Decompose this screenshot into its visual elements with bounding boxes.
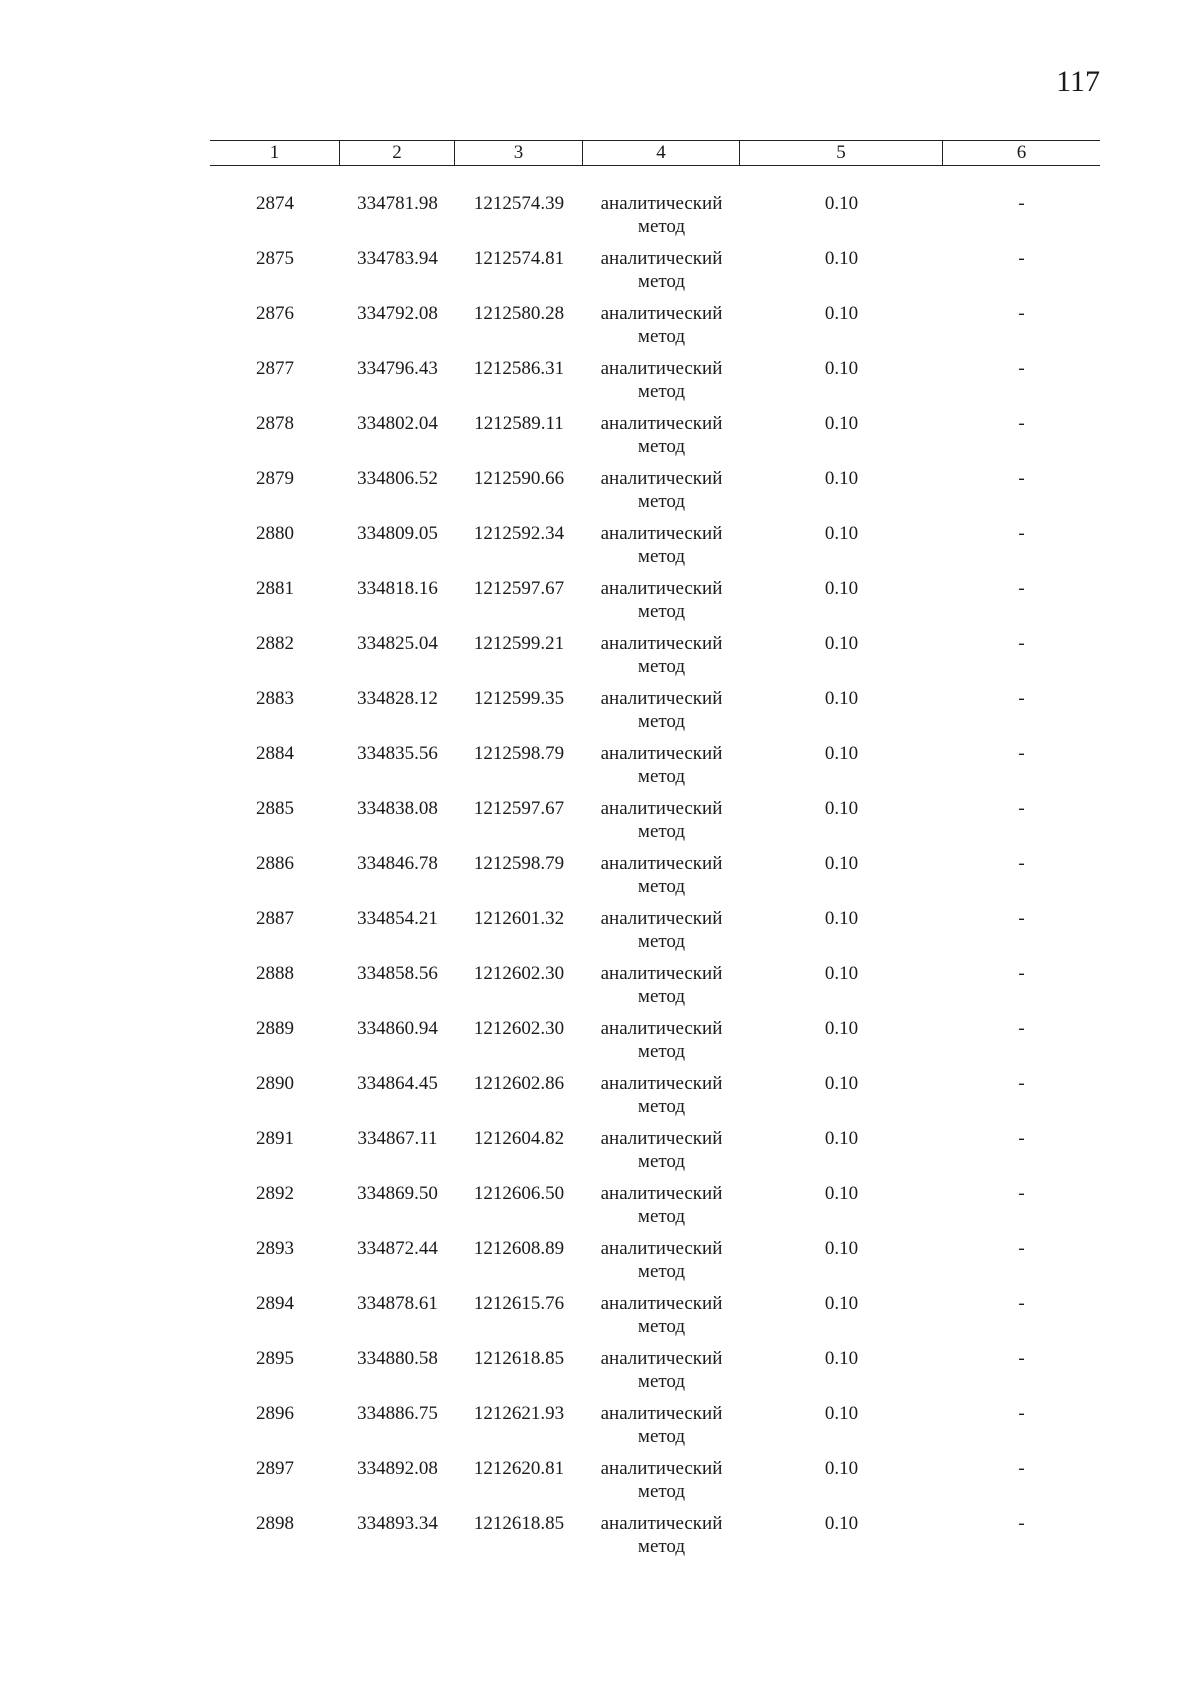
method-line-1: аналитический bbox=[600, 1018, 723, 1039]
note: - bbox=[1018, 963, 1025, 984]
method-line-2: метод bbox=[637, 931, 686, 952]
table-row bbox=[210, 1017, 1100, 1072]
accuracy: 0.10 bbox=[824, 193, 859, 214]
note: - bbox=[1018, 1293, 1025, 1314]
method-cell bbox=[583, 687, 740, 742]
coord-y: 1212599.21 bbox=[473, 633, 565, 654]
coord-y: 1212615.76 bbox=[473, 1293, 565, 1314]
method-line-2: метод bbox=[637, 436, 686, 457]
method-line-2: метод bbox=[637, 271, 686, 292]
note: - bbox=[1018, 1238, 1025, 1259]
method-line-1: аналитический bbox=[600, 1128, 723, 1149]
point-number: 2890 bbox=[256, 1073, 294, 1094]
table-row bbox=[210, 797, 1100, 852]
method-line-1: аналитический bbox=[600, 1458, 723, 1479]
page-number: 117 bbox=[1056, 65, 1100, 98]
point-number: 2881 bbox=[256, 578, 294, 599]
coord-y: 1212597.67 bbox=[473, 578, 565, 599]
coord-x: 334781.98 bbox=[357, 193, 438, 214]
method-cell bbox=[583, 1457, 740, 1512]
accuracy: 0.10 bbox=[824, 1348, 859, 1369]
method-line-1: аналитический bbox=[600, 193, 723, 214]
coord-y: 1212598.79 bbox=[473, 743, 565, 764]
coord-x: 334838.08 bbox=[357, 798, 438, 819]
accuracy: 0.10 bbox=[824, 523, 859, 544]
coord-x: 334783.94 bbox=[357, 248, 438, 269]
coord-y: 1212606.50 bbox=[473, 1183, 565, 1204]
coord-x: 334872.44 bbox=[357, 1238, 438, 1259]
method-line-1: аналитический bbox=[600, 523, 723, 544]
point-number: 2874 bbox=[256, 193, 294, 214]
point-number: 2896 bbox=[256, 1403, 294, 1424]
note: - bbox=[1018, 303, 1025, 324]
accuracy: 0.10 bbox=[824, 1073, 859, 1094]
method-line-1: аналитический bbox=[600, 1293, 723, 1314]
accuracy: 0.10 bbox=[824, 1183, 859, 1204]
note: - bbox=[1018, 248, 1025, 269]
coord-x: 334796.43 bbox=[357, 358, 438, 379]
accuracy: 0.10 bbox=[824, 798, 859, 819]
table-row bbox=[210, 577, 1100, 632]
method-line-1: аналитический bbox=[600, 798, 723, 819]
method-line-1: аналитический bbox=[600, 1513, 723, 1534]
method-cell bbox=[583, 797, 740, 852]
header-col-3: 3 bbox=[455, 141, 583, 165]
coord-y: 1212597.67 bbox=[473, 798, 565, 819]
method-line-1: аналитический bbox=[600, 358, 723, 379]
method-cell bbox=[583, 577, 740, 632]
table-row bbox=[210, 852, 1100, 907]
coord-y: 1212574.39 bbox=[473, 193, 565, 214]
accuracy: 0.10 bbox=[824, 248, 859, 269]
method-line-1: аналитический bbox=[600, 688, 723, 709]
accuracy: 0.10 bbox=[824, 303, 859, 324]
method-line-1: аналитический bbox=[600, 1183, 723, 1204]
table-row bbox=[210, 962, 1100, 1017]
table-row bbox=[210, 1072, 1100, 1127]
coord-x: 334892.08 bbox=[357, 1458, 438, 1479]
method-line-1: аналитический bbox=[600, 1238, 723, 1259]
point-number: 2894 bbox=[256, 1293, 294, 1314]
point-number: 2875 bbox=[256, 248, 294, 269]
point-number: 2892 bbox=[256, 1183, 294, 1204]
point-number: 2895 bbox=[256, 1348, 294, 1369]
coord-x: 334825.04 bbox=[357, 633, 438, 654]
method-cell bbox=[583, 1072, 740, 1127]
coord-x: 334806.52 bbox=[357, 468, 438, 489]
table-row bbox=[210, 742, 1100, 797]
coord-y: 1212580.28 bbox=[473, 303, 565, 324]
method-cell bbox=[583, 467, 740, 522]
method-line-2: метод bbox=[637, 216, 686, 237]
note: - bbox=[1018, 1458, 1025, 1479]
coord-x: 334864.45 bbox=[357, 1073, 438, 1094]
note: - bbox=[1018, 798, 1025, 819]
coord-x: 334880.58 bbox=[357, 1348, 438, 1369]
header-col-2: 2 bbox=[340, 141, 455, 165]
table-row bbox=[210, 1237, 1100, 1292]
note: - bbox=[1018, 468, 1025, 489]
method-cell bbox=[583, 962, 740, 1017]
method-line-1: аналитический bbox=[600, 413, 723, 434]
note: - bbox=[1018, 908, 1025, 929]
method-line-2: метод bbox=[637, 986, 686, 1007]
point-number: 2882 bbox=[256, 633, 294, 654]
method-line-1: аналитический bbox=[600, 1073, 723, 1094]
method-line-1: аналитический bbox=[600, 468, 723, 489]
method-line-1: аналитический bbox=[600, 248, 723, 269]
method-line-1: аналитический bbox=[600, 303, 723, 324]
method-line-1: аналитический bbox=[600, 963, 723, 984]
coord-x: 334802.04 bbox=[357, 413, 438, 434]
method-cell bbox=[583, 412, 740, 467]
point-number: 2877 bbox=[256, 358, 294, 379]
method-cell bbox=[583, 357, 740, 412]
table-row bbox=[210, 1292, 1100, 1347]
point-number: 2884 bbox=[256, 743, 294, 764]
accuracy: 0.10 bbox=[824, 1513, 859, 1534]
accuracy: 0.10 bbox=[824, 468, 859, 489]
accuracy: 0.10 bbox=[824, 1458, 859, 1479]
accuracy: 0.10 bbox=[824, 743, 859, 764]
method-line-2: метод bbox=[637, 1261, 686, 1282]
table-body bbox=[210, 192, 1100, 1567]
coord-x: 334818.16 bbox=[357, 578, 438, 599]
coord-x: 334869.50 bbox=[357, 1183, 438, 1204]
method-cell bbox=[583, 742, 740, 797]
method-cell bbox=[583, 1402, 740, 1457]
coord-y: 1212598.79 bbox=[473, 853, 565, 874]
method-line-1: аналитический bbox=[600, 853, 723, 874]
table-row bbox=[210, 687, 1100, 742]
coord-y: 1212601.32 bbox=[473, 908, 565, 929]
method-line-1: аналитический bbox=[600, 1403, 723, 1424]
method-cell bbox=[583, 1347, 740, 1402]
table-row bbox=[210, 1457, 1100, 1512]
accuracy: 0.10 bbox=[824, 1018, 859, 1039]
method-cell bbox=[583, 632, 740, 687]
method-line-2: метод bbox=[637, 766, 686, 787]
note: - bbox=[1018, 1018, 1025, 1039]
coord-x: 334854.21 bbox=[357, 908, 438, 929]
point-number: 2887 bbox=[256, 908, 294, 929]
table-row bbox=[210, 1182, 1100, 1237]
method-cell bbox=[583, 907, 740, 962]
table-row bbox=[210, 192, 1100, 247]
method-line-2: метод bbox=[637, 1206, 686, 1227]
coord-y: 1212608.89 bbox=[473, 1238, 565, 1259]
note: - bbox=[1018, 1183, 1025, 1204]
point-number: 2893 bbox=[256, 1238, 294, 1259]
table-row bbox=[210, 302, 1100, 357]
coord-x: 334828.12 bbox=[357, 688, 438, 709]
note: - bbox=[1018, 193, 1025, 214]
method-line-2: метод bbox=[637, 1536, 686, 1557]
point-number: 2897 bbox=[256, 1458, 294, 1479]
table-row bbox=[210, 907, 1100, 962]
method-line-2: метод bbox=[637, 1096, 686, 1117]
note: - bbox=[1018, 1128, 1025, 1149]
coord-x: 334893.34 bbox=[357, 1513, 438, 1534]
method-line-2: метод bbox=[637, 1481, 686, 1502]
method-line-2: метод bbox=[637, 876, 686, 897]
method-line-2: метод bbox=[637, 1041, 686, 1062]
accuracy: 0.10 bbox=[824, 358, 859, 379]
point-number: 2888 bbox=[256, 963, 294, 984]
note: - bbox=[1018, 1403, 1025, 1424]
coord-y: 1212604.82 bbox=[473, 1128, 565, 1149]
accuracy: 0.10 bbox=[824, 853, 859, 874]
method-line-1: аналитический bbox=[600, 633, 723, 654]
point-number: 2878 bbox=[256, 413, 294, 434]
point-number: 2883 bbox=[256, 688, 294, 709]
point-number: 2886 bbox=[256, 853, 294, 874]
note: - bbox=[1018, 358, 1025, 379]
header-col-5: 5 bbox=[740, 141, 943, 165]
coord-x: 334867.11 bbox=[357, 1128, 438, 1149]
note: - bbox=[1018, 413, 1025, 434]
coord-y: 1212590.66 bbox=[473, 468, 565, 489]
method-cell bbox=[583, 302, 740, 357]
method-line-2: метод bbox=[637, 1316, 686, 1337]
coord-x: 334858.56 bbox=[357, 963, 438, 984]
coord-y: 1212602.30 bbox=[473, 963, 565, 984]
header-col-1: 1 bbox=[210, 141, 340, 165]
method-line-2: метод bbox=[637, 821, 686, 842]
coord-x: 334792.08 bbox=[357, 303, 438, 324]
coord-y: 1212618.85 bbox=[473, 1348, 565, 1369]
method-line-1: аналитический bbox=[600, 1348, 723, 1369]
note: - bbox=[1018, 688, 1025, 709]
method-cell bbox=[583, 1512, 740, 1567]
coord-y: 1212620.81 bbox=[473, 1458, 565, 1479]
method-cell bbox=[583, 1127, 740, 1182]
note: - bbox=[1018, 633, 1025, 654]
coord-y: 1212589.11 bbox=[474, 413, 564, 434]
table-row bbox=[210, 1127, 1100, 1182]
accuracy: 0.10 bbox=[824, 578, 859, 599]
method-line-1: аналитический bbox=[600, 743, 723, 764]
table-row bbox=[210, 247, 1100, 302]
point-number: 2876 bbox=[256, 303, 294, 324]
table-row bbox=[210, 467, 1100, 522]
method-cell bbox=[583, 1237, 740, 1292]
method-line-2: метод bbox=[637, 326, 686, 347]
method-line-2: метод bbox=[637, 546, 686, 567]
method-line-2: метод bbox=[637, 1371, 686, 1392]
point-number: 2891 bbox=[256, 1128, 294, 1149]
accuracy: 0.10 bbox=[824, 633, 859, 654]
note: - bbox=[1018, 1348, 1025, 1369]
table-row bbox=[210, 1402, 1100, 1457]
coord-x: 334860.94 bbox=[357, 1018, 438, 1039]
method-line-2: метод bbox=[637, 711, 686, 732]
coord-y: 1212586.31 bbox=[473, 358, 565, 379]
point-number: 2880 bbox=[256, 523, 294, 544]
method-line-2: метод bbox=[637, 1426, 686, 1447]
method-line-2: метод bbox=[637, 381, 686, 402]
note: - bbox=[1018, 1513, 1025, 1534]
coord-y: 1212599.35 bbox=[473, 688, 565, 709]
table-header bbox=[210, 140, 1100, 166]
note: - bbox=[1018, 853, 1025, 874]
method-cell bbox=[583, 852, 740, 907]
accuracy: 0.10 bbox=[824, 688, 859, 709]
note: - bbox=[1018, 1073, 1025, 1094]
accuracy: 0.10 bbox=[824, 413, 859, 434]
method-cell bbox=[583, 1182, 740, 1237]
point-number: 2898 bbox=[256, 1513, 294, 1534]
note: - bbox=[1018, 743, 1025, 764]
point-number: 2879 bbox=[256, 468, 294, 489]
coord-y: 1212602.86 bbox=[473, 1073, 565, 1094]
coord-x: 334809.05 bbox=[357, 523, 438, 544]
note: - bbox=[1018, 523, 1025, 544]
table-row bbox=[210, 357, 1100, 412]
point-number: 2889 bbox=[256, 1018, 294, 1039]
table-row bbox=[210, 522, 1100, 577]
accuracy: 0.10 bbox=[824, 963, 859, 984]
method-line-2: метод bbox=[637, 1151, 686, 1172]
method-cell bbox=[583, 192, 740, 247]
coord-y: 1212602.30 bbox=[473, 1018, 565, 1039]
method-line-2: метод bbox=[637, 601, 686, 622]
method-cell bbox=[583, 1292, 740, 1347]
coord-y: 1212621.93 bbox=[473, 1403, 565, 1424]
table-row bbox=[210, 1512, 1100, 1567]
accuracy: 0.10 bbox=[824, 1128, 859, 1149]
header-col-6: 6 bbox=[1016, 142, 1027, 163]
table-row bbox=[210, 632, 1100, 687]
header-col-4: 4 bbox=[583, 141, 740, 165]
table-row bbox=[210, 412, 1100, 467]
accuracy: 0.10 bbox=[824, 1403, 859, 1424]
accuracy: 0.10 bbox=[824, 1293, 859, 1314]
method-cell bbox=[583, 247, 740, 302]
method-line-1: аналитический bbox=[600, 908, 723, 929]
method-cell bbox=[583, 1017, 740, 1072]
point-number: 2885 bbox=[256, 798, 294, 819]
accuracy: 0.10 bbox=[824, 1238, 859, 1259]
method-line-2: метод bbox=[637, 656, 686, 677]
method-line-1: аналитический bbox=[600, 578, 723, 599]
coord-y: 1212592.34 bbox=[473, 523, 565, 544]
coord-x: 334878.61 bbox=[357, 1293, 438, 1314]
method-line-2: метод bbox=[637, 491, 686, 512]
coord-x: 334846.78 bbox=[357, 853, 438, 874]
coord-y: 1212618.85 bbox=[473, 1513, 565, 1534]
table-row bbox=[210, 1347, 1100, 1402]
coord-x: 334886.75 bbox=[357, 1403, 438, 1424]
accuracy: 0.10 bbox=[824, 908, 859, 929]
coord-y: 1212574.81 bbox=[473, 248, 565, 269]
coord-x: 334835.56 bbox=[357, 743, 438, 764]
note: - bbox=[1018, 578, 1025, 599]
method-cell bbox=[583, 522, 740, 577]
